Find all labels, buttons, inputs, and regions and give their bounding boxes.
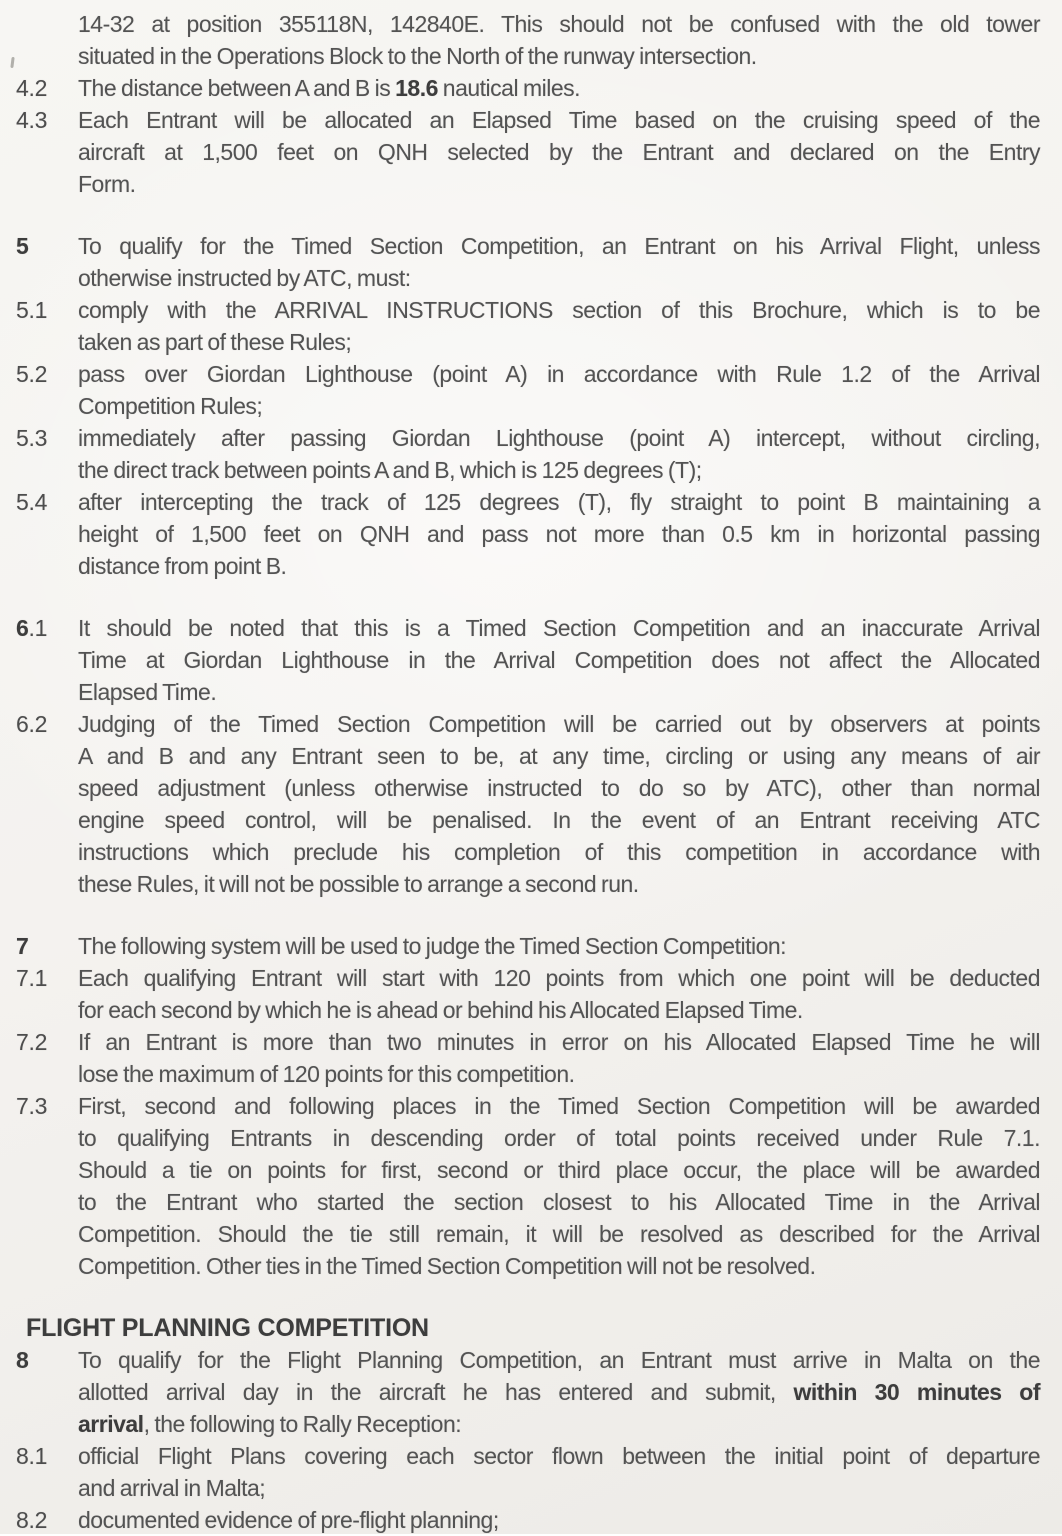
text-segment: instructions which preclude his completion of this competition in accordance with bbox=[78, 839, 1040, 865]
text-segment: allotted arrival day in the aircraft he has entered and submit, bbox=[78, 1379, 794, 1405]
text-line bbox=[78, 612, 1040, 644]
rule-item-8-2 bbox=[0, 1504, 1062, 1536]
text-segment: The following system will be used to judge the Timed Section Competition: bbox=[78, 933, 787, 959]
paragraph-continuation bbox=[0, 8, 1062, 72]
text-line bbox=[78, 550, 1040, 582]
rule-item-7-3 bbox=[0, 1090, 1062, 1282]
rule-number-text: 5.3 bbox=[16, 425, 48, 451]
rule-text bbox=[78, 1344, 1062, 1440]
text-segment: these Rules, it will not be possible to arrange a second run. bbox=[78, 871, 639, 897]
text-line bbox=[26, 1312, 1040, 1344]
text-line bbox=[78, 1122, 1040, 1154]
rule-item-7-1 bbox=[0, 962, 1062, 1026]
rule-number-text: 8.2 bbox=[16, 1507, 48, 1533]
rule-text bbox=[78, 930, 1062, 962]
text-line bbox=[78, 1504, 1040, 1536]
text-line bbox=[78, 40, 1040, 72]
rule-text bbox=[78, 230, 1062, 294]
text-segment: the direct track between points A and B, which is 125 degrees (T); bbox=[78, 457, 702, 483]
text-line bbox=[78, 804, 1040, 836]
text-segment: height of 1,500 feet on QNH and pass not more than 0.5 km in horizontal passing bbox=[78, 521, 1040, 547]
text-line bbox=[78, 454, 1040, 486]
heading-text bbox=[0, 1312, 1062, 1344]
text-line bbox=[78, 1026, 1040, 1058]
text-segment: official Flight Plans covering each sector flown between the initial point of departure bbox=[78, 1443, 1040, 1469]
text-segment: pass over Giordan Lighthouse (point A) in accordance with Rule 1.2 of the Arrival bbox=[78, 361, 1040, 387]
rule-item-5-1 bbox=[0, 294, 1062, 358]
text-segment: Form. bbox=[78, 171, 136, 197]
text-segment: First, second and following places in the Timed Section Competition will be awarded bbox=[78, 1093, 1040, 1119]
text-line bbox=[78, 486, 1040, 518]
rule-text bbox=[78, 358, 1062, 422]
text-line bbox=[78, 326, 1040, 358]
rule-text bbox=[78, 104, 1062, 200]
text-segment: It should be noted that this is a Timed Section Competition and an inaccurate Arrival bbox=[78, 615, 1040, 641]
text-segment: Should a tie on points for first, second or third place occur, the place will be awarded bbox=[78, 1157, 1040, 1183]
text-line bbox=[78, 1376, 1040, 1408]
text-segment: To qualify for the Flight Planning Competition, an Entrant must arrive in Malta on the bbox=[78, 1347, 1040, 1373]
rule-number-text: 7.2 bbox=[16, 1029, 48, 1055]
text-line bbox=[78, 772, 1040, 804]
text-line bbox=[78, 708, 1040, 740]
rule-number bbox=[0, 962, 78, 994]
rule-number-text: .1 bbox=[28, 615, 48, 641]
rule-number bbox=[0, 612, 78, 644]
text-segment: situated in the Operations Block to the North of the runway intersection. bbox=[78, 43, 757, 69]
text-segment: distance from point B. bbox=[78, 553, 287, 579]
rule-text bbox=[78, 486, 1062, 582]
text-segment: The distance between A and B is bbox=[78, 75, 396, 101]
text-line bbox=[78, 1186, 1040, 1218]
text-segment: within 30 minutes of bbox=[793, 1379, 1041, 1405]
text-segment: If an Entrant is more than two minutes in error on his Allocated Elapsed Time he will bbox=[78, 1029, 1040, 1055]
rule-text bbox=[78, 1026, 1062, 1090]
rule-number-text: 8.1 bbox=[16, 1443, 48, 1469]
text-segment: Each qualifying Entrant will start with 120 points from which one point will be deducted bbox=[78, 965, 1040, 991]
text-segment: documented evidence of pre-flight planning; bbox=[78, 1507, 499, 1533]
text-segment: comply with the ARRIVAL INSTRUCTIONS section of this Brochure, which is to be bbox=[78, 297, 1040, 323]
rule-number bbox=[0, 708, 78, 740]
text-line bbox=[78, 262, 1040, 294]
rule-number bbox=[0, 486, 78, 518]
text-segment: lose the maximum of 120 points for this competition. bbox=[78, 1061, 575, 1087]
rule-number-text: 7 bbox=[16, 933, 29, 959]
rule-item-7-2 bbox=[0, 1026, 1062, 1090]
text-line bbox=[78, 1250, 1040, 1282]
text-segment: speed adjustment (unless otherwise instructed to do so by ATC), other than normal bbox=[78, 775, 1040, 801]
text-segment: after intercepting the track of 125 degrees (T), fly straight to point B maintaining a bbox=[78, 489, 1040, 515]
section-heading-flight-planning bbox=[0, 1312, 1062, 1344]
rule-text bbox=[78, 708, 1062, 900]
text-line bbox=[78, 8, 1040, 40]
text-segment: to the Entrant who started the section closest to his Allocated Time in the Arrival bbox=[78, 1189, 1040, 1215]
document-body bbox=[0, 8, 1062, 1536]
rule-text bbox=[78, 1440, 1062, 1504]
text-line bbox=[78, 994, 1040, 1026]
text-segment: Each Entrant will be allocated an Elapsed Time based on the cruising speed of the bbox=[78, 107, 1040, 133]
text-segment: immediately after passing Giordan Lighthouse (point A) intercept, without circling, bbox=[78, 425, 1040, 451]
text-segment: taken as part of these Rules; bbox=[78, 329, 352, 355]
text-line bbox=[78, 1440, 1040, 1472]
text-line bbox=[78, 676, 1040, 708]
text-line bbox=[78, 230, 1040, 262]
text-segment: Judging of the Timed Section Competition will be carried out by observers at points bbox=[78, 711, 1040, 737]
rule-text bbox=[78, 962, 1062, 1026]
text-segment: A and B and any Entrant seen to be, at any time, circling or using any means of air bbox=[78, 743, 1040, 769]
rule-number bbox=[0, 1026, 78, 1058]
rule-text bbox=[78, 1504, 1062, 1536]
rule-number-text: 5.4 bbox=[16, 489, 48, 515]
rule-text bbox=[78, 1090, 1062, 1282]
rule-number bbox=[0, 1504, 78, 1536]
rule-item-5-3 bbox=[0, 422, 1062, 486]
text-line bbox=[78, 390, 1040, 422]
rule-number bbox=[0, 294, 78, 326]
rule-number-text: 5.1 bbox=[16, 297, 48, 323]
text-segment: 14-32 at position 355118N, 142840E. This should not be confused with the old tower bbox=[78, 11, 1040, 37]
text-segment: engine speed control, will be penalised. In the event of an Entrant receiving ATC bbox=[78, 807, 1040, 833]
rule-number bbox=[0, 1440, 78, 1472]
text-segment: , the following to Rally Reception: bbox=[143, 1411, 462, 1437]
rule-number bbox=[0, 104, 78, 136]
text-line bbox=[78, 1344, 1040, 1376]
text-segment: Competition. Other ties in the Timed Section Competition will not be resolved. bbox=[78, 1253, 816, 1279]
rule-number bbox=[0, 930, 78, 962]
text-line bbox=[78, 422, 1040, 454]
text-line bbox=[78, 1472, 1040, 1504]
text-segment: and arrival in Malta; bbox=[78, 1475, 266, 1501]
text-line bbox=[78, 104, 1040, 136]
text-line bbox=[78, 136, 1040, 168]
rule-number bbox=[0, 230, 78, 262]
rule-number bbox=[0, 72, 78, 104]
text-line bbox=[78, 168, 1040, 200]
rule-number-text: 7.3 bbox=[16, 1093, 48, 1119]
rule-item-4-2 bbox=[0, 72, 1062, 104]
text-segment: to qualifying Entrants in descending order of total points received under Rule 7.1. bbox=[78, 1125, 1040, 1151]
text-segment: 18.6 bbox=[395, 75, 438, 101]
rule-item-8 bbox=[0, 1344, 1062, 1440]
rule-number-text: 5.2 bbox=[16, 361, 48, 387]
rule-number bbox=[0, 358, 78, 390]
rule-item-7 bbox=[0, 930, 1062, 962]
rule-number bbox=[0, 1344, 78, 1376]
text-line bbox=[78, 518, 1040, 550]
rule-number-text: 6.2 bbox=[16, 711, 48, 737]
rule-item-5 bbox=[0, 230, 1062, 294]
rule-item-4-3 bbox=[0, 104, 1062, 200]
rule-number bbox=[0, 422, 78, 454]
text-line bbox=[78, 1058, 1040, 1090]
text-line bbox=[78, 962, 1040, 994]
rule-text bbox=[78, 8, 1062, 72]
rule-item-8-1 bbox=[0, 1440, 1062, 1504]
text-line bbox=[78, 358, 1040, 390]
text-segment: arrival bbox=[78, 1411, 144, 1437]
text-line bbox=[78, 644, 1040, 676]
text-segment: for each second by which he is ahead or behind his Allocated Elapsed Time. bbox=[78, 997, 803, 1023]
text-line bbox=[78, 740, 1040, 772]
text-line bbox=[78, 1090, 1040, 1122]
text-segment: otherwise instructed by ATC, must: bbox=[78, 265, 411, 291]
text-segment: nautical miles. bbox=[437, 75, 581, 101]
text-segment: To qualify for the Timed Section Competition, an Entrant on his Arrival Flight, unless bbox=[78, 233, 1040, 259]
text-line bbox=[78, 930, 1040, 962]
text-line bbox=[78, 294, 1040, 326]
rule-number-text: 5 bbox=[16, 233, 29, 259]
rule-number bbox=[0, 1090, 78, 1122]
text-line bbox=[78, 1154, 1040, 1186]
rule-text bbox=[78, 72, 1062, 104]
text-line bbox=[78, 836, 1040, 868]
rule-text bbox=[78, 422, 1062, 486]
text-line bbox=[78, 72, 1040, 104]
rule-item-5-4 bbox=[0, 486, 1062, 582]
text-segment: aircraft at 1,500 feet on QNH selected by the Entrant and declared on the Entry bbox=[78, 139, 1040, 165]
rule-number-text: 4.2 bbox=[16, 75, 48, 101]
rule-number-text: 6 bbox=[16, 615, 29, 641]
text-segment: Elapsed Time. bbox=[78, 679, 217, 705]
rule-text bbox=[78, 612, 1062, 708]
text-segment: Competition. Should the tie still remain, it will be resolved as described for the Arrival bbox=[78, 1221, 1040, 1247]
rule-item-6-1 bbox=[0, 612, 1062, 708]
rule-number-text: 7.1 bbox=[16, 965, 48, 991]
rule-number-text: 8 bbox=[16, 1347, 29, 1373]
text-line bbox=[78, 1218, 1040, 1250]
text-line bbox=[78, 1408, 1040, 1440]
text-line bbox=[78, 868, 1040, 900]
rule-number-text: 4.3 bbox=[16, 107, 48, 133]
text-segment: FLIGHT PLANNING COMPETITION bbox=[26, 1314, 429, 1342]
rule-text bbox=[78, 294, 1062, 358]
rule-item-5-2 bbox=[0, 358, 1062, 422]
rule-item-6-2 bbox=[0, 708, 1062, 900]
text-segment: Time at Giordan Lighthouse in the Arrival Competition does not affect the Allocated bbox=[78, 647, 1040, 673]
text-segment: Competition Rules; bbox=[78, 393, 263, 419]
